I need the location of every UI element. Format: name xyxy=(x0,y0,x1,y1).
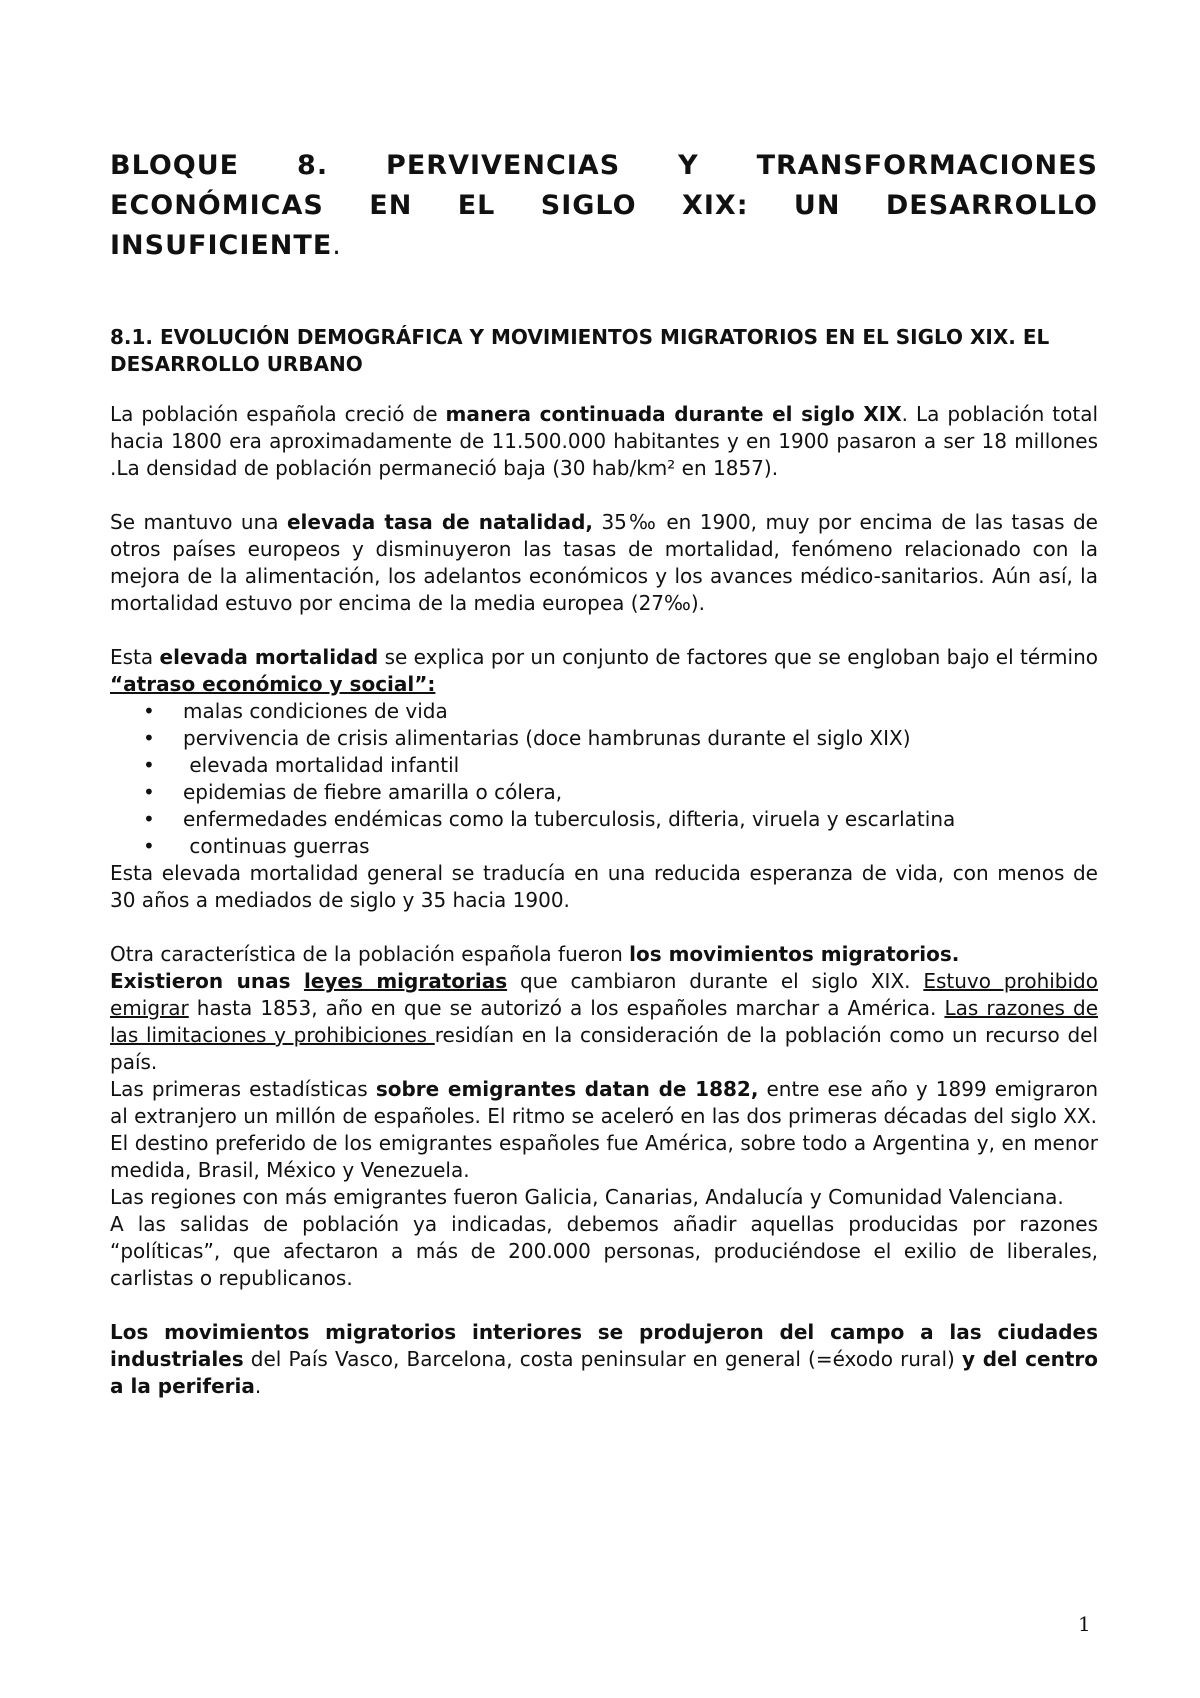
list-item: • malas condiciones de vida xyxy=(143,699,448,723)
document-title xyxy=(110,146,1098,266)
paragraph-statistics: Las primeras estadísticas sobre emigrantes datan de 1882, entre ese año y 1899 emigraron al extranjero un millón de españoles. El ritmo se aceleró en las dos primeras décadas del siglo XX. xyxy=(110,1077,1098,1128)
bullet-icon: • xyxy=(143,726,155,750)
bullet-icon: • xyxy=(143,834,155,858)
title-text: BLOQUE 8. PERVIVENCIAS Y TRANSFORMACIONES ECONÓMICAS EN EL SIGLO XIX: UN DESARROLLO INSUFICIENTE xyxy=(110,150,1098,261)
bullet-icon: • xyxy=(143,807,155,831)
paragraph-population-growth: La población española creció de manera continuada durante el siglo XIX. La población total hacia 1800 era aproximadamente de 11.500.000 habitantes y en 1900 pasaron a ser 18 millones .La densidad de población permaneció baja (30 hab/km² en 1857). xyxy=(110,402,1099,480)
list-item: • pervivencia de crisis alimentarias (doce hambrunas durante el siglo XIX) xyxy=(143,726,911,750)
list-item: • epidemias de fiebre amarilla o cólera, xyxy=(143,780,563,804)
paragraph-migration-intro: Otra característica de la población española fueron los movimientos migratorios. xyxy=(110,942,960,966)
spacer xyxy=(110,617,1098,644)
spacer xyxy=(110,1292,1098,1319)
paragraph-migration-laws: Existieron unas leyes migratorias que cambiaron durante el siglo XIX. Estuvo prohibido emigrar hasta 1853, año en que se autorizó a los españoles marchar a América. Las razones de las limitaciones y prohibiciones residían en la consideración de la población como un recurso del país. xyxy=(110,969,1098,1074)
list-item: • enfermedades endémicas como la tuberculosis, difteria, viruela y escarlatina xyxy=(143,807,956,831)
spacer xyxy=(110,266,1098,324)
page-number: 1 xyxy=(1078,1612,1091,1636)
list-item: • elevada mortalidad infantil xyxy=(143,753,460,777)
mortality-factors-list xyxy=(110,698,1098,860)
paragraph-life-expectancy: Esta elevada mortalidad general se traducía en una reducida esperanza de vida, con menos de 30 años a mediados de siglo y 35 hacia 1900. xyxy=(110,861,1098,912)
spacer xyxy=(110,378,1098,401)
paragraph-birth-rate: Se mantuvo una elevada tasa de natalidad, 35‰ en 1900, muy por encima de las tasas de otros países europeos y disminuyeron las tasas de mortalidad, fenómeno relacionado con la mejora de la alimentación, los adelantos económicos y los avances médico-sanitarios. Aún así, la mortalidad estuvo por encima de la media europea (27‰). xyxy=(110,510,1098,615)
list-item: • continuas guerras xyxy=(143,834,370,858)
paragraph-destinations: El destino preferido de los emigrantes españoles fue América, sobre todo a Argentina y, en menor medida, Brasil, México y Venezuela. xyxy=(110,1131,1098,1182)
paragraph-political-exile: A las salidas de población ya indicadas, debemos añadir aquellas producidas por razones “políticas”, que afectaron a más de 200.000 personas, produciéndose el exilio de liberales, carlistas o republicanos. xyxy=(110,1212,1098,1290)
paragraph-mortality: Esta elevada mortalidad se explica por un conjunto de factores que se engloban bajo el término “atraso económico y social”: xyxy=(110,645,1098,696)
paragraph-regions: Las regiones con más emigrantes fueron Galicia, Canarias, Andalucía y Comunidad Valenciana. xyxy=(110,1185,1064,1209)
document-page xyxy=(110,146,1098,1400)
bullet-icon: • xyxy=(143,699,155,723)
spacer xyxy=(110,914,1098,941)
title-period: . xyxy=(332,230,342,261)
bullet-icon: • xyxy=(143,753,155,777)
section-title: 8.1. EVOLUCIÓN DEMOGRÁFICA Y MOVIMIENTOS MIGRATORIOS EN EL SIGLO XIX. EL DESARROLLO URBANO xyxy=(110,325,1050,376)
spacer xyxy=(110,482,1098,509)
paragraph-internal-migration: Los movimientos migratorios interiores se produjeron del campo a las ciudades industriales del País Vasco, Barcelona, costa peninsular en general (=éxodo rural) y del centro a la periferia. xyxy=(110,1320,1098,1398)
bullet-icon: • xyxy=(143,780,155,804)
